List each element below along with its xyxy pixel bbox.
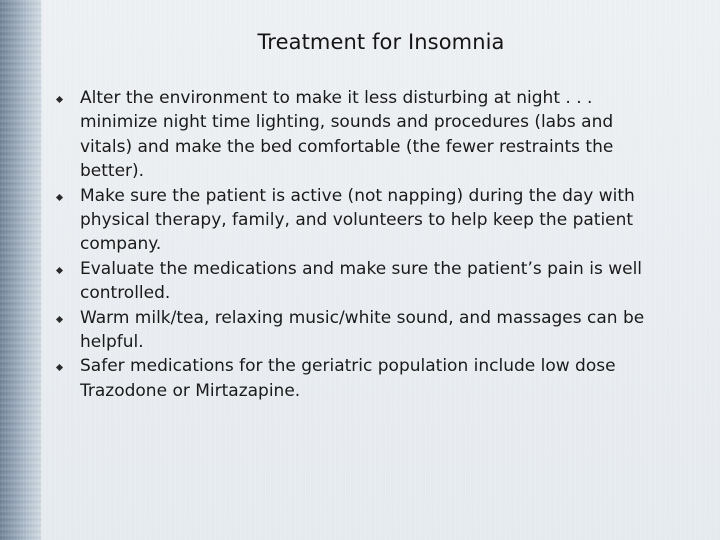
bullet-text: Evaluate the medications and make sure the patient’s pain is well controlled. [80, 258, 643, 304]
bullet-item [56, 184, 666, 257]
decorative-left-strip [0, 0, 42, 540]
bullet-item [56, 86, 666, 184]
bullet-item [56, 354, 666, 403]
slide-title: Treatment for Insomnia [257, 30, 505, 54]
bullet-text: Alter the environment to make it less disturbing at night . . . minimize night time lighting, sounds and procedures (labs and vitals) and make the bed comfortable (the fewer restraints the better). [80, 88, 614, 182]
bullet-item [56, 257, 666, 306]
bullet-text: Safer medications for the geriatric population include low dose Trazodone or Mirtazapine. [80, 356, 616, 401]
bullet-text: Warm milk/tea, relaxing music/white sound, and massages can be helpful. [80, 307, 645, 353]
diamond-bullet-icon [56, 316, 63, 323]
diamond-bullet-icon [56, 267, 63, 274]
bullet-list [56, 86, 666, 403]
diamond-bullet-icon [56, 96, 63, 103]
bullet-item [56, 306, 666, 355]
bullet-text: Make sure the patient is active (not napping) during the day with physical therapy, family, and volunteers to help keep the patient company. [80, 185, 635, 255]
diamond-bullet-icon [56, 364, 63, 371]
diamond-bullet-icon [56, 194, 63, 201]
